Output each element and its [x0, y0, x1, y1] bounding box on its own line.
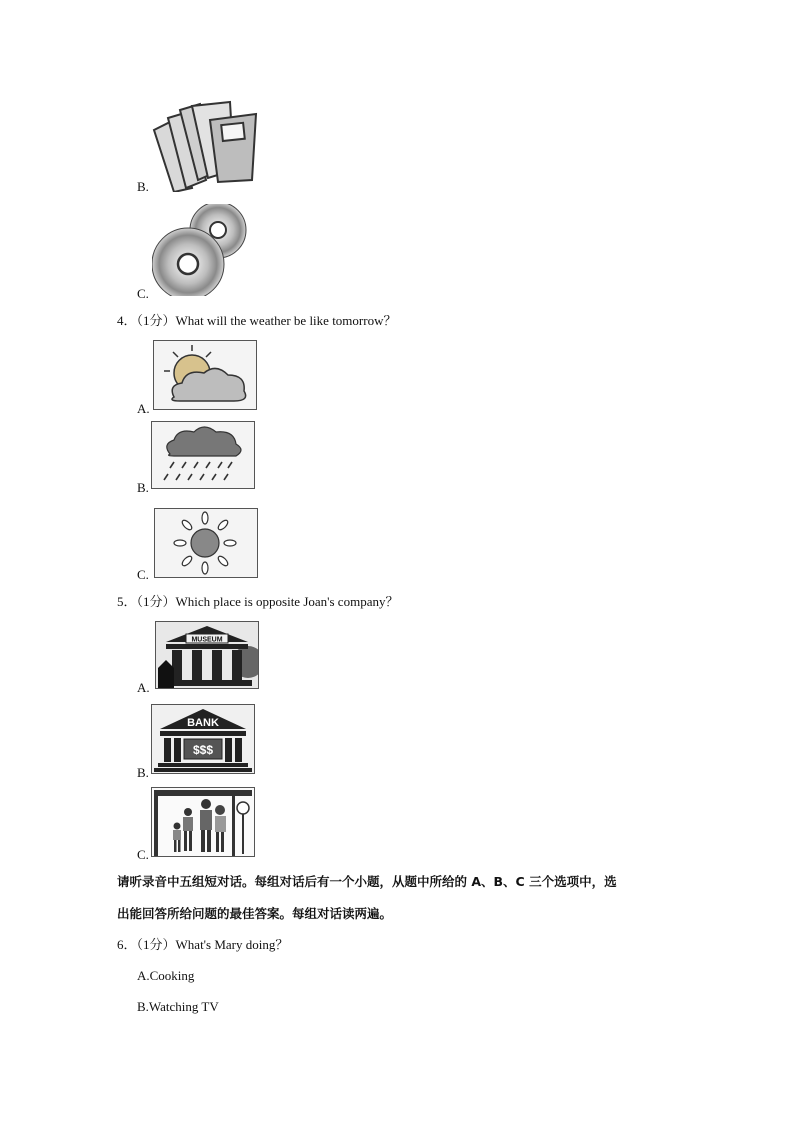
question-4 [117, 313, 396, 329]
bank-sign: BANK [187, 717, 219, 729]
option-letter: A. [137, 680, 150, 695]
cds-icon [152, 204, 252, 296]
question-text: What's Mary doing？ [175, 937, 289, 952]
option-letter: C. [137, 847, 149, 862]
section-instructions-cont [117, 906, 687, 922]
question-text: What will the weather be like tomorrow？ [175, 313, 397, 328]
option-letter: B. [137, 765, 149, 780]
answer-option-a [137, 968, 194, 984]
option-text: Cooking [149, 968, 195, 983]
museum-sign: MUSEUM [191, 636, 223, 644]
rainy-icon [151, 421, 255, 489]
books-icon [152, 100, 260, 192]
option-letter: B. [137, 480, 149, 495]
option-text: Watching TV [148, 999, 219, 1014]
bank-dollar-symbols: $$$ [192, 743, 214, 757]
question-score: （1分） [136, 313, 176, 328]
bank-icon [151, 704, 255, 774]
cloudy-icon [153, 340, 257, 410]
question-6 [117, 937, 288, 953]
museum-icon [155, 621, 259, 689]
question-text: Which place is opposite Joan's company？ [175, 594, 399, 609]
instructions-line-2: 出能回答所给问题的最佳答案。每组对话读两遍。 [117, 906, 393, 921]
option-letter: A. [137, 968, 150, 983]
option-letter: B. [137, 999, 149, 1014]
question-score: （1分） [136, 594, 176, 609]
option-letter: A. [137, 401, 150, 416]
question-number: 4． [117, 313, 137, 328]
answer-option-b [137, 999, 219, 1015]
instructions-line-1: 请听录音中五组短对话。每组对话后有一个小题，从题中所给的 A、B、C 三个选项中，选 [117, 874, 617, 889]
sunny-icon [154, 508, 258, 578]
question-number: 5． [117, 594, 137, 609]
question-number: 6． [117, 937, 137, 952]
section-instructions [117, 874, 687, 890]
option-letter: B. [137, 179, 149, 194]
question-score: （1分） [136, 937, 176, 952]
option-letter: C. [137, 567, 149, 582]
bus-stop-icon [151, 787, 255, 857]
question-5 [117, 594, 398, 610]
option-letter: C. [137, 286, 149, 301]
